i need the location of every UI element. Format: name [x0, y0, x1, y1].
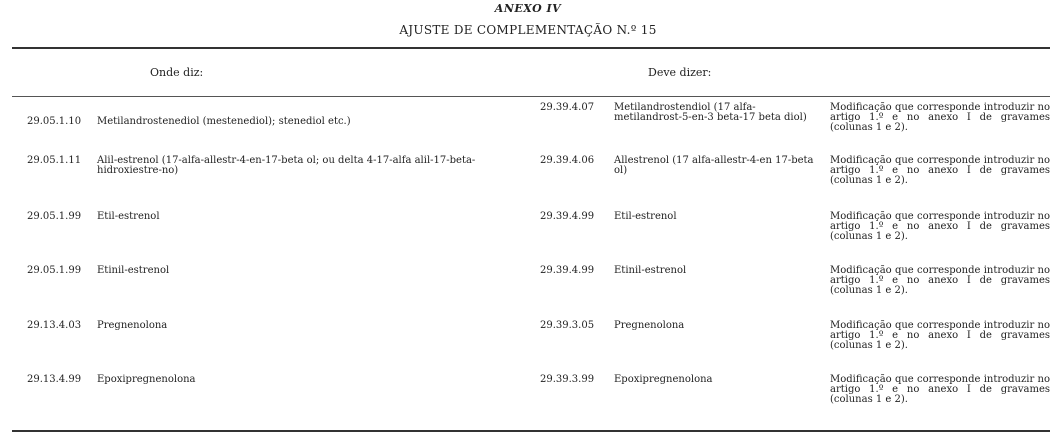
- note-text: Modificação que corresponde introduzir no artigo 1.º e no anexo I de gravames (colunas 1 e 2).: [830, 211, 1050, 242]
- deve-dizer-header: Deve dizer:: [648, 66, 712, 79]
- note-text: Modificação que corresponde introduzir no artigo 1.º e no anexo I de gravames (colunas 1 e 2).: [830, 102, 1050, 133]
- old-code: 29.05.1.11: [27, 155, 82, 166]
- new-text: Etinil-estrenol: [614, 265, 687, 276]
- bottom-rule: [12, 430, 1050, 432]
- old-text: Metilandrostenediol (mestenediol); stenediol etc.): [97, 116, 351, 127]
- annex-heading: ANEXO IV: [494, 2, 562, 15]
- new-text: Epoxipregnenolona: [614, 374, 713, 385]
- old-text: Pregnenolona: [97, 320, 168, 331]
- note-text: Modificação que corresponde introduzir no artigo 1.º e no anexo I de gravames (colunas 1 e 2).: [830, 155, 1050, 186]
- new-code: 29.39.4.99: [540, 265, 595, 276]
- document-title: AJUSTE DE COMPLEMENTAÇÃO N.º 15: [399, 23, 657, 37]
- new-text: Etil-estrenol: [614, 211, 677, 222]
- old-text: Etinil-estrenol: [97, 265, 170, 276]
- old-text: Epoxipregnenolona: [97, 374, 196, 385]
- old-code: 29.13.4.99: [27, 374, 82, 385]
- new-code: 29.39.3.99: [540, 374, 595, 385]
- top-rule: [12, 47, 1050, 49]
- onde-diz-header: Onde diz:: [150, 66, 204, 79]
- note-text: Modificação que corresponde introduzir no artigo 1.º e no anexo I de gravames (colunas 1 e 2).: [830, 374, 1050, 405]
- new-text: Allestrenol (17 alfa-allestr-4-en 17-beta ol): [614, 155, 814, 176]
- note-text: Modificação que corresponde introduzir no artigo 1.º e no anexo I de gravames (colunas 1 e 2).: [830, 265, 1050, 296]
- old-code: 29.05.1.10: [27, 116, 82, 127]
- old-code: 29.05.1.99: [27, 211, 82, 222]
- new-text: Pregnenolona: [614, 320, 685, 331]
- old-text: Alil-estrenol (17-alfa-allestr-4-en-17-beta ol; ou delta 4-17-alfa alil-17-beta-hidroxiestre-no): [97, 155, 476, 176]
- new-code: 29.39.4.06: [540, 155, 595, 166]
- new-code: 29.39.4.99: [540, 211, 595, 222]
- header-rule: [12, 96, 1050, 97]
- old-code: 29.05.1.99: [27, 265, 82, 276]
- note-text: Modificação que corresponde introduzir no artigo 1.º e no anexo I de gravames (colunas 1 e 2).: [830, 320, 1050, 351]
- old-text: Etil-estrenol: [97, 211, 160, 222]
- new-code: 29.39.4.07: [540, 102, 595, 113]
- new-code: 29.39.3.05: [540, 320, 595, 331]
- new-text: Metilandrostendiol (17 alfa-metilandrost-5-en-3 beta-17 beta diol): [614, 102, 807, 123]
- old-code: 29.13.4.03: [27, 320, 82, 331]
